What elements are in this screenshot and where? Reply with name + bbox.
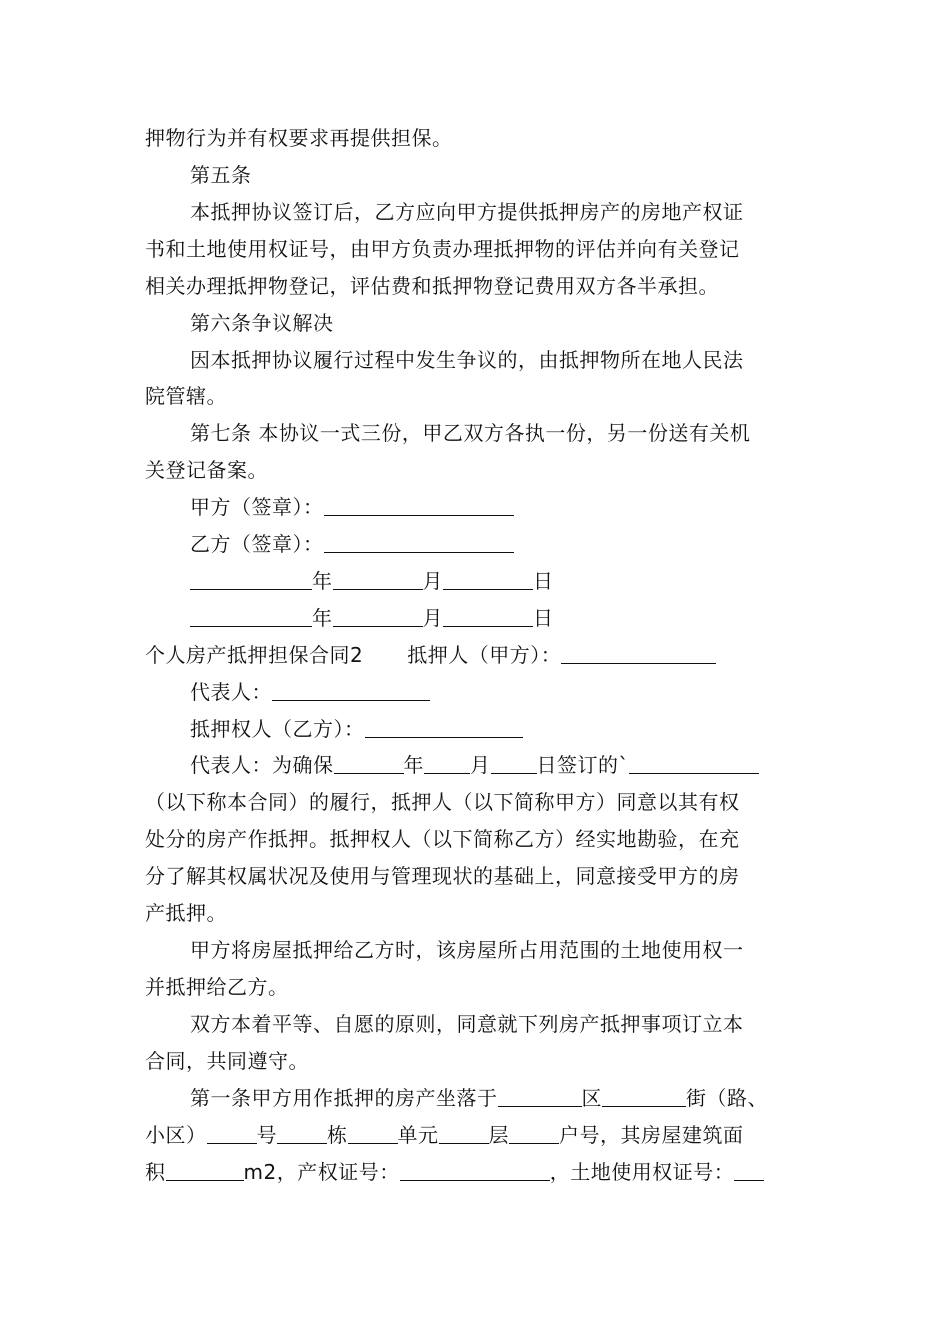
party-b-signature-line: 乙方（签章）： [190, 529, 860, 559]
text-line: 积 m2，产权证号： ，土地使用权证号： [145, 1157, 815, 1187]
text-line: 合同，共同遵守。 [145, 1049, 309, 1073]
text-line: 第一条甲方用作抵押的房产坐落于 区 街（路、 [190, 1086, 768, 1110]
date-line: 年 月 日 [190, 603, 860, 633]
text-line: 小区） 号 栋 单元 层 户号，其房屋建筑面 [145, 1123, 744, 1147]
text-line: 分了解其权属状况及使用与管理现状的基础上，同意接受甲方的房 [145, 864, 740, 888]
contract-title: 个人房产抵押担保合同2 [145, 643, 364, 667]
mortgagee-line: 抵押权人（乙方）： [190, 714, 860, 744]
party-a-signature-line: 甲方（签章）： [190, 492, 860, 522]
text-line: 并抵押给乙方。 [145, 975, 289, 999]
text-line: 双方本着平等、自愿的原则，同意就下列房产抵押事项订立本 [190, 1012, 744, 1036]
article-heading: 第六条争议解决 [190, 311, 334, 335]
text-line: 代表人：为确保 年 月 日签订的` [190, 750, 860, 780]
text-line: 因本抵押协议履行过程中发生争议的，由抵押物所在地人民法 [190, 348, 744, 372]
text-line: 关登记备案。 [145, 458, 268, 482]
text-line: 院管辖。 [145, 384, 227, 408]
text-line: 本抵押协议签订后，乙方应向甲方提供抵押房产的房地产权证 [190, 200, 744, 224]
article-heading: 第五条 [190, 163, 252, 187]
text-line: 处分的房产作抵押。抵押权人（以下简称乙方）经实地勘验，在充 [145, 827, 740, 851]
text-line: （以下称本合同）的履行，抵押人（以下简称甲方）同意以其有权 [145, 790, 740, 814]
text-line: 书和土地使用权证号，由甲方负责办理抵押物的评估并向有关登记 [145, 237, 740, 261]
text-line: 产抵押。 [145, 901, 227, 925]
text-line: 甲方将房屋抵押给乙方时，该房屋所占用范围的土地使用权一 [190, 938, 744, 962]
text-line: 押物行为并有权要求再提供担保。 [145, 126, 453, 150]
text-line: 相关办理抵押物登记，评估费和抵押物登记费用双方各半承担。 [145, 274, 719, 298]
date-line: 年 月 日 [190, 566, 860, 596]
contract-title-line: 个人房产抵押担保合同2 抵押人（甲方）： [145, 640, 815, 670]
representative-line: 代表人： [190, 677, 860, 707]
text-line: 第七条 本协议一式三份，甲乙双方各执一份，另一份送有关机 [190, 421, 751, 445]
